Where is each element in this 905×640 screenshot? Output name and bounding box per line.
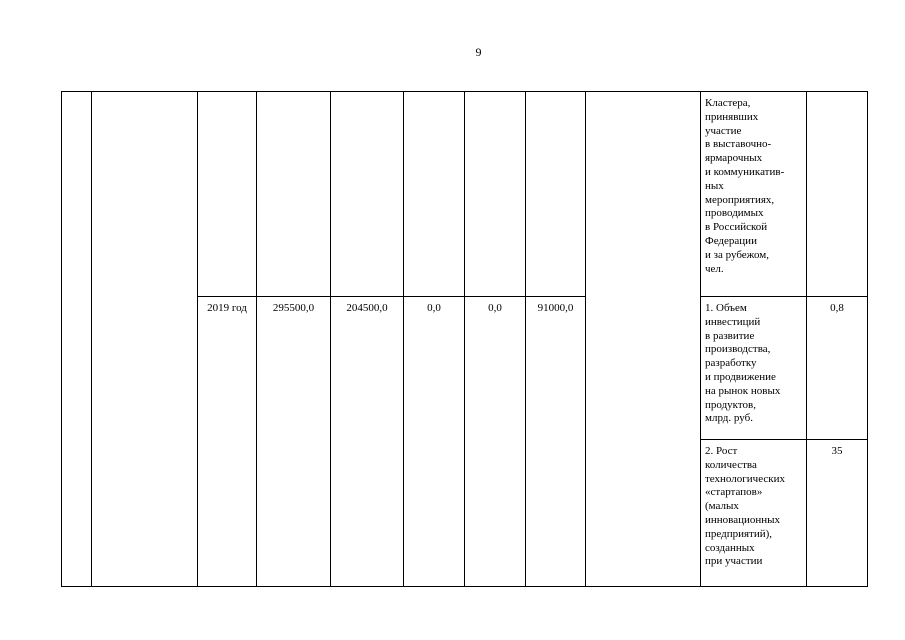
executor-cell <box>586 92 701 587</box>
total-funding-cell: 295500,0 <box>257 297 331 587</box>
funding-cell <box>465 92 526 297</box>
funding-cell <box>404 92 465 297</box>
table-row <box>62 92 868 297</box>
total-funding-cell <box>257 92 331 297</box>
year-cell <box>198 92 257 297</box>
indicator-value-cell <box>807 92 868 297</box>
funding-cell: 204500,0 <box>331 297 404 587</box>
program-table <box>61 91 868 587</box>
funding-cell: 91000,0 <box>526 297 586 587</box>
indicator-cell: Кластера, принявших участие в выставочно- ярмарочных и коммуникатив- ных мероприятиях, проводимых в Российской Федерации и за рубежом, чел. <box>701 92 807 297</box>
task-cell <box>92 92 198 587</box>
indicator-value-cell: 35 <box>807 440 868 587</box>
indicator-value-cell: 0,8 <box>807 297 868 440</box>
number-cell <box>62 92 92 587</box>
indicator-cell: 1. Объем инвестиций в развитие производства, разработку и продвижение на рынок новых продуктов, млрд. руб. <box>701 297 807 440</box>
year-cell: 2019 год <box>198 297 257 587</box>
funding-cell: 0,0 <box>465 297 526 587</box>
page-number: 9 <box>475 45 482 59</box>
funding-cell <box>331 92 404 297</box>
funding-cell <box>526 92 586 297</box>
indicator-cell: 2. Рост количества технологических «стартапов» (малых инновационных предприятий), созданных при участии <box>701 440 807 587</box>
funding-cell: 0,0 <box>404 297 465 587</box>
